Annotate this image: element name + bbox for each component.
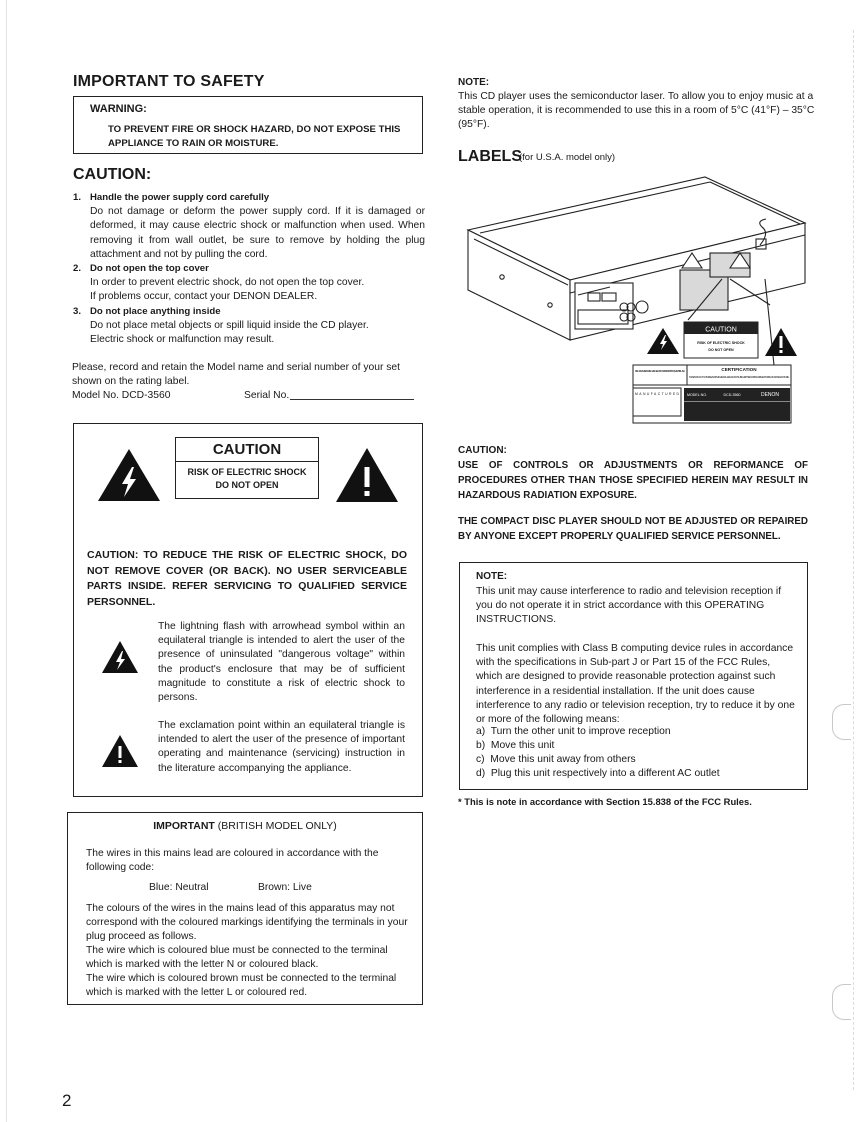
caution-label-line1: RISK OF ELECTRIC SHOCK (187, 467, 307, 477)
british-title-rest: (BRITISH MODEL ONLY) (217, 820, 337, 832)
item-title: Do not open the top cover (90, 263, 209, 275)
lightning-icon (96, 447, 162, 503)
labels-title: LABELS (458, 148, 522, 165)
british-p2: The wire which is coloured blue must be connected to the terminal which is marked with the letter N or coloured black. (86, 945, 388, 971)
diagram-caution: CAUTION (705, 326, 737, 334)
labels-subtitle: (for U.S.A. model only) (519, 152, 616, 163)
fcc-item: b) Move this unit (476, 740, 555, 751)
page-title: IMPORTANT TO SAFETY (73, 73, 265, 90)
item-body: In order to prevent electric shock, do not open the top cover. If problems occur, contact your DENON DEALER. (90, 277, 365, 303)
diagram-model-no: MODEL NO. (687, 393, 708, 397)
british-model-box (67, 812, 423, 1005)
fcc-note-label: NOTE: (476, 571, 508, 582)
caution-label-title: CAUTION (176, 438, 318, 462)
diagram-model: DCD-3560 (723, 393, 741, 397)
exclamation-icon-small (101, 734, 139, 768)
item-number: 3. (73, 305, 82, 317)
item-number: 1. (73, 192, 82, 203)
british-blue: Blue: Neutral (149, 882, 209, 893)
diagram-cert-text: THIS PRODUCT COMPLIES WITH DHHS RULES 21 CFR SUBCHAPTER J APPLICABLE AT DATE OF MANUFACTURE (689, 376, 789, 379)
caution2-label: CAUTION: (458, 445, 507, 456)
fcc-p1: This unit may cause interference to radio and television reception if you do not operate it in strict accordance with this OPERATING INSTRUCTIONS. (476, 586, 782, 626)
model-label: Model No. DCD-3560 (72, 390, 171, 401)
item-title: Handle the power supply cord carefully (90, 192, 270, 203)
caution-label-line2: DO NOT OPEN (215, 480, 279, 490)
item-body: Do not place metal objects or spill liquid inside the CD player. Electric shock or malfunction may result. (90, 319, 369, 346)
caution2-text: USE OF CONTROLS OR ADJUSTMENTS OR REFORMANCE OF PROCEDURES OTHER THAN THOSE SPECIFIED HEREIN MAY RESULT IN HAZARDOUS RADIATION EXPOSURE. (458, 460, 808, 501)
list-item (73, 305, 425, 348)
diagram-manufactured: MANUFACTURED (635, 392, 679, 396)
fcc-item: a) Turn the other unit to improve reception (476, 726, 671, 737)
compact-disc-text: THE COMPACT DISC PLAYER SHOULD NOT BE ADJUSTED OR REPAIRED BY ANYONE EXCEPT PROPERLY QUALIFIED SERVICE PERSONNEL. (458, 516, 808, 542)
item-body: Do not damage or deform the power supply cord. If it is damaged or deformed, it may cause electric shock or malfunction when used. When removing it from wall outlet, be sure to remove by holding the plug attachment and not by pulling the cord. (90, 206, 425, 260)
fcc-item: c) Move this unit away from others (476, 754, 636, 765)
british-title-bold: IMPORTANT (153, 820, 215, 832)
diagram-risk: RISK OF ELECTRIC SHOCK (697, 341, 745, 345)
lightning-icon-small (101, 640, 139, 674)
exclamation-icon (334, 446, 400, 504)
exclamation-explanation: The exclamation point within an equilateral triangle is intended to alert the user of the presence of important operating and maintenance (servicing) instruction in the literature accompanying the appliance. (158, 720, 405, 774)
fcc-item: d) Plug this unit respectively into a different AC outlet (476, 768, 720, 779)
list-item (73, 191, 425, 262)
cd-player-diagram (460, 175, 820, 430)
lightning-explanation: The lightning flash with arrowhead symbol within an equilateral triangle is intended to alert the user of the presence of uninsulated "dangerous voltage" within the product's enclosure that may be of sufficient magnitude to constitute a risk of electric shock to persons. (158, 621, 405, 704)
caution-box-warning: CAUTION: TO REDUCE THE RISK OF ELECTRIC SHOCK, DO NOT REMOVE COVER (OR BACK). NO USER SERVICEABLE PARTS INSIDE. REFER SERVICING TO QUALIFIED SERVICE PERSONNEL. (87, 549, 407, 608)
british-intro: The wires in this mains lead are coloured in accordance with the following code: (86, 848, 379, 874)
caution-heading: CAUTION: (73, 166, 152, 183)
margin-mark (832, 704, 851, 740)
left-margin-line (6, 0, 7, 1122)
diagram-open: DO NOT OPEN (708, 348, 734, 352)
item-title: Do not place anything inside (90, 305, 221, 317)
item-number: 2. (73, 263, 82, 275)
warning-label: WARNING: (90, 103, 147, 115)
note-text: This CD player uses the semiconductor laser. To allow you to enjoy music at a stable operation, it is recommended to use this in a room of 5°C (41°F) – 35°C (95°F). (458, 91, 815, 131)
fcc-footnote: * This is note in accordance with Section 15.838 of the FCC Rules. (458, 796, 752, 807)
page-number: 2 (62, 1091, 72, 1110)
warning-text: TO PREVENT FIRE OR SHOCK HAZARD, DO NOT EXPOSE THIS APPLIANCE TO RAIN OR MOISTURE. (108, 124, 401, 149)
serial-line (290, 399, 414, 400)
list-item (73, 262, 425, 305)
british-brown: Brown: Live (258, 882, 312, 893)
warning-box (73, 96, 423, 154)
note-label: NOTE: (458, 77, 490, 88)
right-margin-line (853, 30, 855, 1090)
fcc-p2: This unit complies with Class B computing device rules in accordance with the specifications in Sub-part J or Part 15 of the FCC Rules, which are designed to provide reasonable protection against such interference in a residential installation. If the unit does cause interference to any radio or television reception, try to reduce it by one or more of the following means: (476, 643, 795, 726)
margin-mark (832, 984, 851, 1020)
diagram-cert-title: CERTIFICATION (721, 367, 757, 372)
serial-label: Serial No. (244, 390, 290, 401)
british-title (68, 820, 422, 832)
caution-label-panel (175, 437, 319, 499)
caution-box (73, 423, 423, 797)
diagram-addr: DENON AMERICA INC. 222 NEW ROAD PARSIPPANY, N.J. 07054 U.S.A. (635, 369, 685, 373)
british-p1: The colours of the wires in the mains lead of this apparatus may not correspond with the coloured markings identifying the terminals in your plug proceed as follows. (86, 903, 408, 943)
british-p3: The wire which is coloured brown must be connected to the terminal which is marked with the letter L or coloured red. (86, 973, 397, 999)
diagram-brand: DENON (760, 392, 780, 398)
caution-list (73, 191, 425, 347)
record-text: Please, record and retain the Model name and serial number of your set shown on the rating label. (72, 362, 400, 388)
fcc-note-box (459, 562, 808, 790)
